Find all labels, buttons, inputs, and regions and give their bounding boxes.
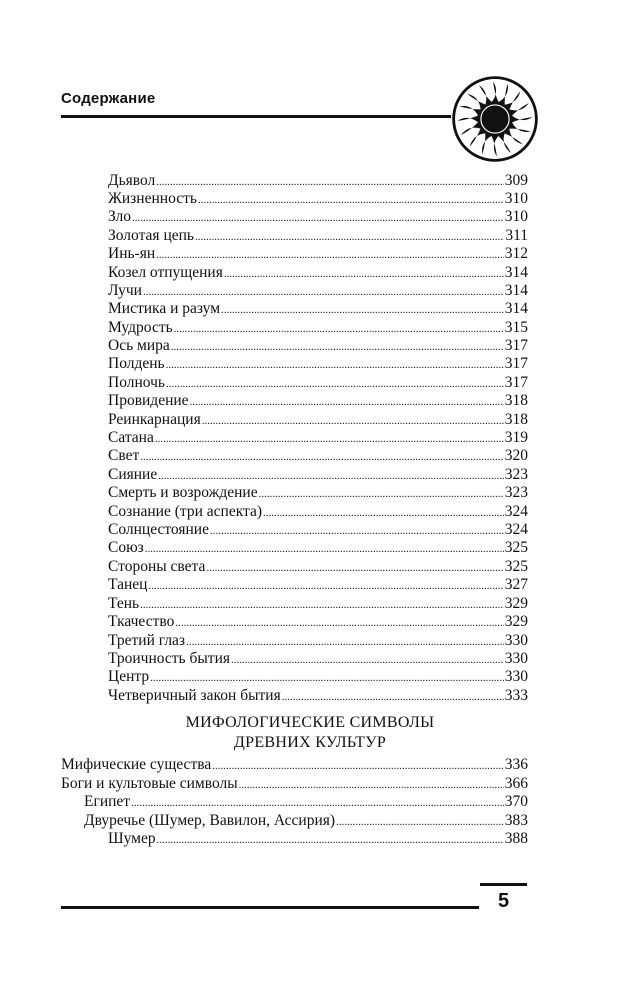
toc-entry-title: Сатана: [108, 429, 154, 446]
toc-entry-title: Ткачество: [108, 613, 175, 630]
toc-entry-title: Реинкарнация: [108, 411, 201, 428]
toc-entry[interactable]: [108, 263, 528, 282]
toc-entry-title: Мифические существа: [61, 756, 212, 773]
toc-entry[interactable]: [84, 811, 528, 830]
toc-entry-title: Союз: [108, 539, 144, 556]
toc-entry-title: Танец: [108, 576, 148, 593]
toc-entry-title: Мистика и разум: [108, 300, 221, 317]
toc-entry-page: 315: [504, 319, 528, 336]
page-number: 5: [497, 890, 510, 912]
toc-entry-page: 336: [504, 756, 528, 773]
toc-entry-title: Сознание (три аспекта): [108, 503, 263, 520]
leader-dots: [282, 688, 504, 707]
toc-entry-title: Провидение: [108, 392, 189, 409]
toc-entry-page: 317: [504, 374, 528, 391]
toc-entry[interactable]: [108, 336, 528, 355]
toc-entry-title: Троичность бытия: [108, 650, 230, 667]
toc-entry-page: 309: [504, 172, 528, 189]
toc-entry-page: 317: [504, 355, 528, 372]
toc-entry-title: Египет: [84, 793, 131, 810]
toc-entry-page: 370: [504, 793, 528, 810]
toc-entry-page: 312: [504, 245, 528, 262]
toc-entry[interactable]: [108, 391, 528, 410]
toc-entry-page: 318: [504, 392, 528, 409]
toc-entry-page: 323: [504, 466, 528, 483]
toc-entry-title: Мудрость: [108, 319, 173, 336]
header-title: Содержание: [61, 90, 156, 107]
toc-entry-page: 314: [504, 264, 528, 281]
toc-entry-page: 310: [504, 190, 528, 207]
toc-entry-page: 388: [504, 830, 528, 847]
toc-entry[interactable]: [108, 686, 528, 705]
toc-entry[interactable]: [108, 557, 528, 576]
toc-entry[interactable]: [108, 612, 528, 631]
toc-entry-title: Зло: [108, 208, 132, 225]
toc-entry[interactable]: [108, 594, 528, 613]
toc-entry-page: 327: [504, 576, 528, 593]
toc-entry-title: Свет: [108, 447, 140, 464]
toc-entry-page: 325: [504, 558, 528, 575]
toc-entry[interactable]: [108, 354, 528, 373]
toc-entry-title: Четверичный закон бытия: [108, 687, 281, 704]
toc-entry[interactable]: [108, 446, 528, 465]
leader-dots: [157, 831, 504, 850]
toc-entry-page: 317: [504, 337, 528, 354]
section-heading-line: ДРЕВНИХ КУЛЬТУР: [233, 734, 387, 751]
toc-entry-title: Жизненность: [108, 190, 197, 207]
toc-entry[interactable]: [84, 792, 528, 811]
toc-entry-title: Золотая цепь: [108, 227, 194, 244]
toc-entry-page: 311: [505, 227, 528, 244]
toc-entry-page: 324: [504, 503, 528, 520]
toc-entry-title: Шумер: [108, 830, 156, 847]
toc-entry[interactable]: [108, 483, 528, 502]
toc-entry[interactable]: [108, 318, 528, 337]
section-heading-line: МИФОЛОГИЧЕСКИЕ СИМВОЛЫ: [185, 714, 435, 731]
toc-entry-title: Тень: [108, 595, 140, 612]
toc-entry-page: 314: [504, 282, 528, 299]
toc-entry-page: 314: [504, 300, 528, 317]
toc-entry-title: Двуречье (Шумер, Вавилон, Ассирия): [84, 812, 336, 829]
toc-entry-title: Боги и культовые символы: [61, 775, 238, 792]
toc-entry-title: Козел отпущения: [108, 264, 223, 281]
footer-rule: [61, 906, 479, 909]
toc-entry[interactable]: [108, 226, 528, 245]
toc-entry-title: Инь-ян: [108, 245, 156, 262]
toc-entry-page: 383: [504, 812, 528, 829]
toc-entry-title: Солнцестояние: [108, 521, 209, 538]
toc-entry[interactable]: [108, 171, 528, 190]
toc-entry[interactable]: [108, 520, 528, 539]
toc-entry-page: 310: [504, 208, 528, 225]
toc-entry[interactable]: [108, 631, 528, 650]
toc-entry[interactable]: [61, 774, 528, 793]
footer-rule-short: [480, 883, 527, 886]
toc-entry-title: Дьявол: [108, 172, 156, 189]
toc-entry-page: 329: [504, 595, 528, 612]
section-heading: [120, 713, 500, 753]
toc-entry-page: 324: [504, 521, 528, 538]
toc-entry-page: 318: [504, 411, 528, 428]
toc-entry-title: Лучи: [108, 282, 142, 299]
toc-entry[interactable]: [108, 189, 528, 208]
toc-entry[interactable]: [108, 649, 528, 668]
toc-entry[interactable]: [108, 667, 528, 686]
toc-entry[interactable]: [108, 465, 528, 484]
header-rule: [61, 115, 451, 118]
toc-entry-title: Полдень: [108, 355, 165, 372]
toc-entry[interactable]: [108, 244, 528, 263]
toc-entry-title: Центр: [108, 668, 150, 685]
toc-entry[interactable]: [108, 373, 528, 392]
toc-entry[interactable]: [108, 299, 528, 318]
toc-entry[interactable]: [108, 207, 528, 226]
toc-entry[interactable]: [108, 281, 528, 300]
toc-entry-page: 333: [504, 687, 528, 704]
toc-entry-title: Сияние: [108, 466, 158, 483]
toc-entry-page: 323: [504, 484, 528, 501]
toc-entry-page: 320: [504, 447, 528, 464]
toc-entry-page: 329: [504, 613, 528, 630]
toc-entry-page: 330: [504, 650, 528, 667]
toc-entry-title: Стороны света: [108, 558, 206, 575]
toc-entry[interactable]: [108, 410, 528, 429]
sun-icon: [448, 72, 542, 166]
toc-entry-title: Смерть и возрождение: [108, 484, 258, 501]
toc-entry[interactable]: [108, 428, 528, 447]
toc-entry[interactable]: [108, 829, 528, 848]
toc-entry-page: 319: [504, 429, 528, 446]
toc-entry-title: Ось мира: [108, 337, 170, 354]
toc-entry-title: Третий глаз: [108, 632, 186, 649]
toc-entry-page: 366: [504, 775, 528, 792]
toc-entry-title: Полночь: [108, 374, 165, 391]
toc-entry[interactable]: [108, 502, 528, 521]
toc-entry[interactable]: [108, 538, 528, 557]
toc-entry[interactable]: [61, 755, 528, 774]
toc-entry-page: 330: [504, 632, 528, 649]
toc-entry-page: 325: [504, 539, 528, 556]
toc-entry[interactable]: [108, 575, 528, 594]
toc-entry-page: 330: [504, 668, 528, 685]
